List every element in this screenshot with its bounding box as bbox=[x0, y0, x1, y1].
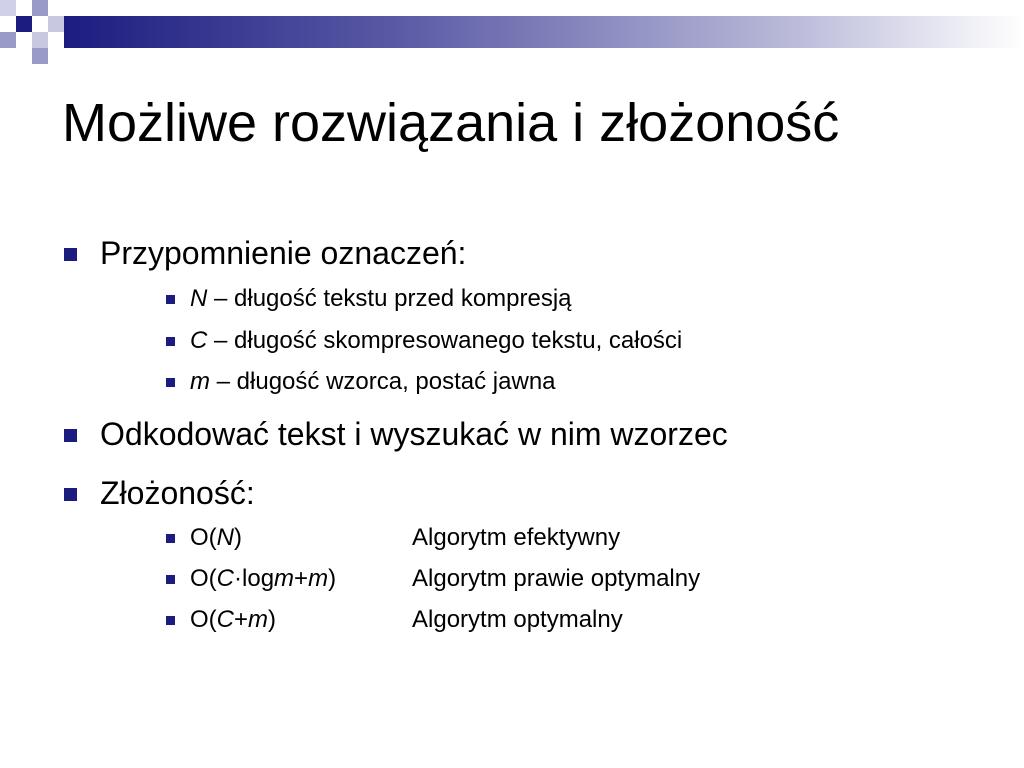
sub-bullet-N bbox=[190, 287, 572, 311]
bullet-square-icon bbox=[166, 337, 175, 346]
symbol-N: N bbox=[216, 524, 235, 551]
bullet-square-icon bbox=[64, 248, 77, 261]
sub-bullet-text: – długość tekstu przed kompresją bbox=[207, 285, 572, 312]
complexity-open: O( bbox=[190, 524, 217, 551]
bullet-square-icon bbox=[166, 575, 175, 584]
symbol-C: C bbox=[216, 606, 235, 633]
sub-bullet-text: – długość skompresowanego tekstu, całości bbox=[207, 327, 683, 354]
symbol-C: C bbox=[216, 565, 235, 592]
symbol-m: m bbox=[308, 565, 329, 592]
bullet-square-icon bbox=[64, 488, 77, 501]
complexity-row-3 bbox=[190, 608, 276, 632]
complexity-close: ) bbox=[268, 606, 277, 633]
complexity-desc-1: Algorytm efektywny bbox=[412, 524, 621, 551]
complexity-open: O( bbox=[190, 606, 217, 633]
symbol-m: m bbox=[190, 368, 210, 395]
complexity-close: ) bbox=[328, 565, 337, 592]
symbol-N: N bbox=[190, 285, 208, 312]
complexity-row-2 bbox=[190, 567, 336, 591]
complexity-desc-2: Algorytm prawie optymalny bbox=[412, 565, 701, 592]
complexity-open: O( bbox=[190, 565, 217, 592]
bullet-square-icon bbox=[166, 295, 175, 304]
bullet-text: Złożoność: bbox=[100, 475, 255, 511]
log-text: ·log bbox=[234, 565, 275, 592]
bullet-decode-search bbox=[100, 418, 728, 450]
plus-sign: + bbox=[294, 565, 309, 592]
bullet-notation-reminder bbox=[100, 237, 466, 269]
bullet-square-icon bbox=[64, 429, 77, 442]
complexity-close: ) bbox=[234, 524, 243, 551]
bullet-text: Przypomnienie oznaczeń: bbox=[100, 235, 467, 271]
bullet-square-icon bbox=[166, 378, 175, 387]
bullet-square-icon bbox=[166, 616, 175, 625]
plus-sign: + bbox=[234, 606, 249, 633]
complexity-row-1 bbox=[190, 526, 242, 550]
bullet-square-icon bbox=[166, 534, 175, 543]
slide-title: Możliwe rozwiązania i złożoność bbox=[62, 93, 840, 153]
sub-bullet-m bbox=[190, 370, 556, 394]
sub-bullet-C bbox=[190, 329, 682, 353]
header-gradient-bar bbox=[64, 16, 1024, 48]
bullet-text: Odkodować tekst i wyszukać w nim wzorzec bbox=[100, 416, 728, 452]
symbol-m: m bbox=[274, 565, 295, 592]
symbol-m: m bbox=[248, 606, 269, 633]
symbol-C: C bbox=[190, 327, 208, 354]
sub-bullet-text: – długość wzorca, postać jawna bbox=[210, 368, 556, 395]
complexity-desc-3: Algorytm optymalny bbox=[412, 606, 623, 633]
bullet-complexity bbox=[100, 477, 255, 509]
